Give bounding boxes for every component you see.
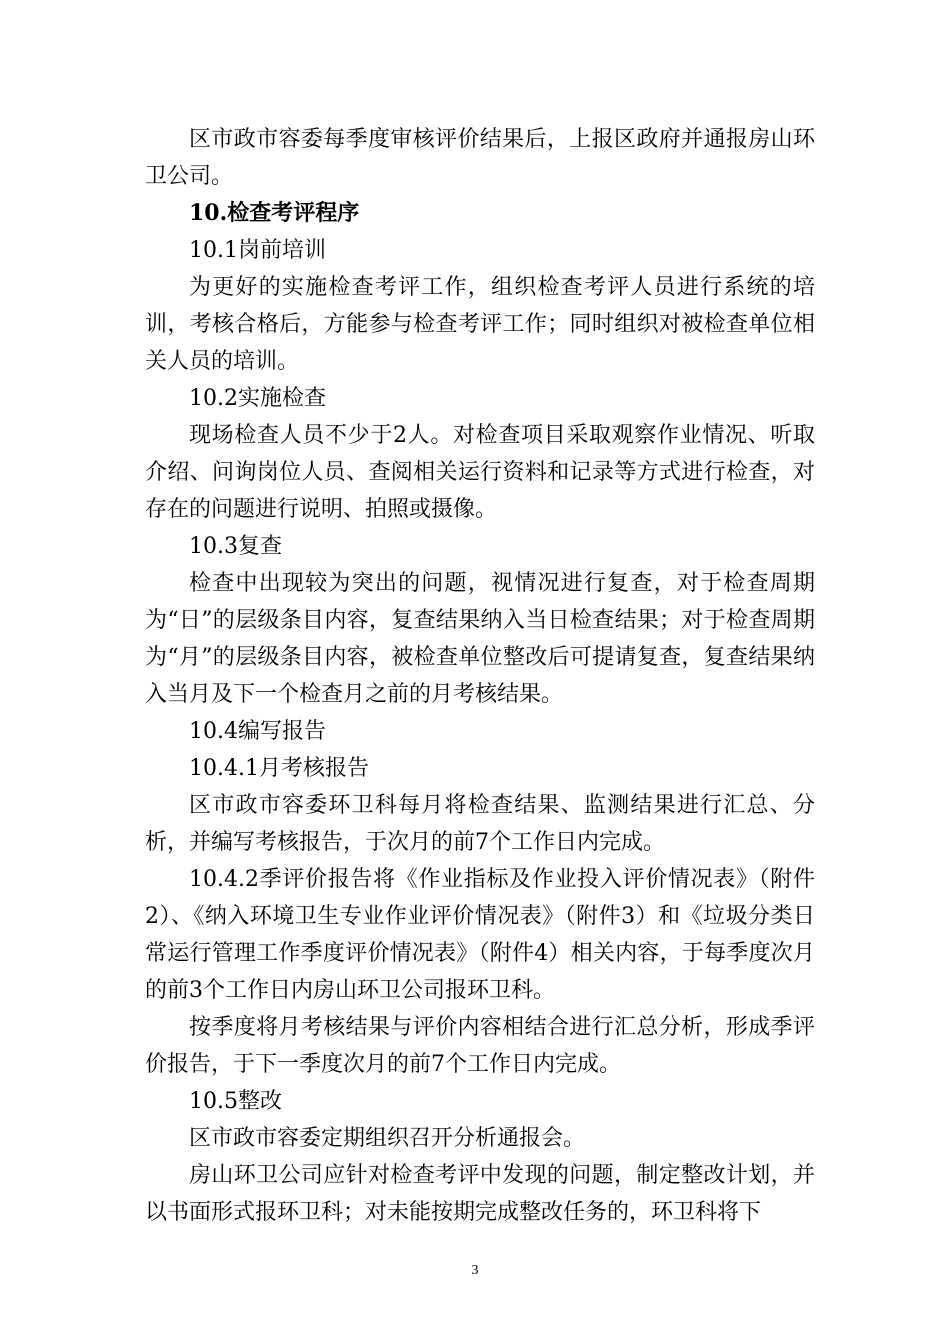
subsection-heading-reinspection: 10.3复查 [189,534,282,559]
paragraph-quarterly-review: 区市政市容委每季度审核评价结果后，上报区政府并通报房山环卫公司。 [145,127,815,189]
document-body [145,121,815,1231]
paragraph-rectification-plan: 房山环卫公司应针对检查考评中发现的问题，制定整改计划，并以书面形式报环卫科；对未能按期完成整改任务的，环卫科将下 [145,1163,815,1225]
subsection-heading-pre-job-training: 10.1岗前培训 [189,238,326,263]
subsection-heading-write-report: 10.4编写报告 [189,719,326,744]
paragraph-inspection: 现场检查人员不少于2人。对检查项目采取观察作业情况、听取介绍、问询岗位人员、查阅相关运行资料和记录等方式进行检查，对存在的问题进行说明、拍照或摄像。 [145,423,815,522]
subsection-heading-rectification: 10.5整改 [189,1089,282,1114]
page-number: 3 [471,1263,479,1278]
paragraph-training: 为更好的实施检查考评工作，组织检查考评人员进行系统的培训，考核合格后，方能参与检查考评工作；同时组织对被检查单位相关人员的培训。 [145,275,815,374]
paragraph-quarterly-report: 10.4.2季评价报告将《作业指标及作业投入评价情况表》（附件2）、《纳入环境卫生专业作业评价情况表》（附件3）和《垃圾分类日常运行管理工作季度评价情况表》（附件4）相关内容，于每季度次月的前3个工作日内房山环卫公司报环卫科。 [145,867,815,1003]
paragraph-reinspection: 检查中出现较为突出的问题，视情况进行复查，对于检查周期为“日”的层级条目内容，复查结果纳入当日检查结果；对于检查周期为“月”的层级条目内容，被检查单位整改后可提请复查，复查结果纳入当月及下一个检查月之前的月考核结果。 [145,571,815,707]
paragraph-quarterly-summary: 按季度将月考核结果与评价内容相结合进行汇总分析，形成季评价报告，于下一季度次月的前7个工作日内完成。 [145,1015,815,1077]
subsection-heading-monthly-report: 10.4.1月考核报告 [189,756,369,781]
subsection-heading-implement-inspection: 10.2实施检查 [189,386,326,411]
section-heading-inspection-procedure: 10.检查考评程序 [189,200,360,226]
paragraph-monthly-report: 区市政市容委环卫科每月将检查结果、监测结果进行汇总、分析，并编写考核报告，于次月的前7个工作日内完成。 [145,793,815,855]
paragraph-analysis-meeting: 区市政市容委定期组织召开分析通报会。 [189,1126,586,1151]
